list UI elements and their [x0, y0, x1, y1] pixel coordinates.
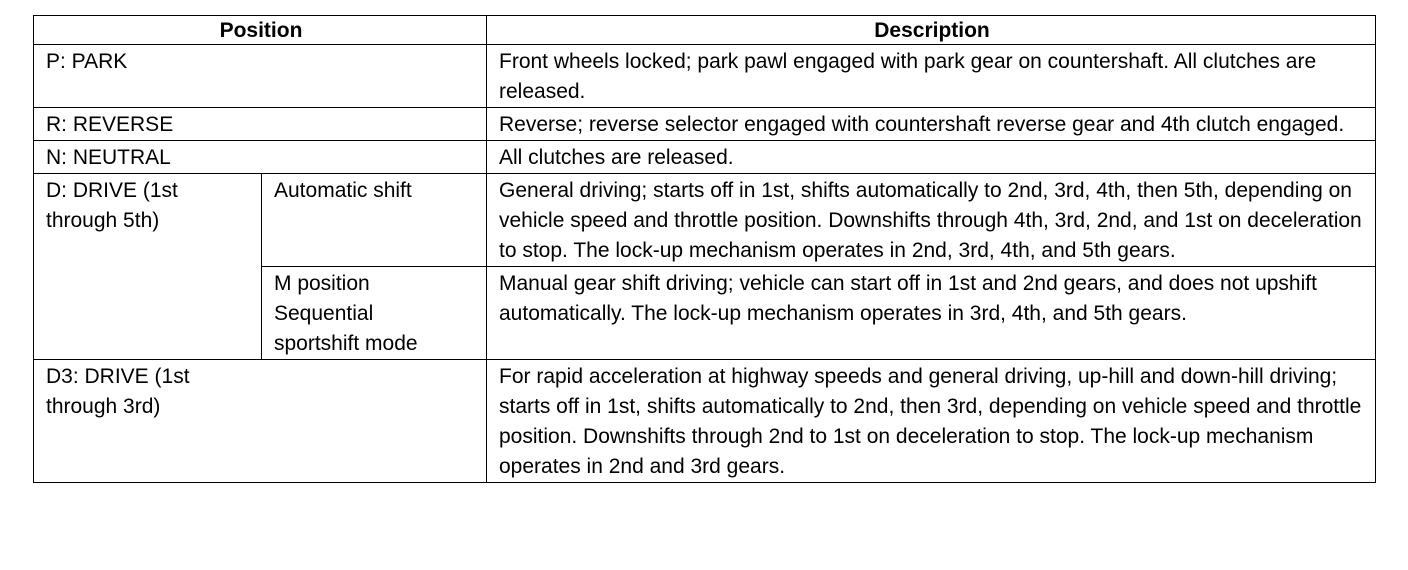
table-row: [34, 141, 1376, 174]
description-cell: General driving; starts off in 1st, shifts automatically to 2nd, 3rd, 4th, then 5th, depending on vehicle speed and throttle position. Downshifts through 4th, 3rd, 2nd, and 1st on deceleration to stop. The lock-up mechanism operates in 2nd, 3rd, 4th, and 5th gears.: [487, 174, 1376, 267]
position-cell: D: DRIVE (1st through 5th): [34, 174, 262, 360]
mode-cell: M position Sequential sportshift mode: [262, 267, 487, 360]
position-cell: P: PARK: [34, 45, 487, 108]
position-cell: R: REVERSE: [34, 108, 487, 141]
mode-cell: Automatic shift: [262, 174, 487, 267]
table-row: [34, 108, 1376, 141]
description-cell: Reverse; reverse selector engaged with countershaft reverse gear and 4th clutch engaged.: [487, 108, 1376, 141]
header-position: Position: [34, 16, 487, 45]
description-cell: All clutches are released.: [487, 141, 1376, 174]
position-cell: N: NEUTRAL: [34, 141, 487, 174]
description-cell: For rapid acceleration at highway speeds and general driving, up-hill and down-hill driving; starts off in 1st, shifts automatically to 2nd, then 3rd, depending on vehicle speed and throttle position. Downshifts through 2nd to 1st on deceleration to stop. The lock-up mechanism operates in 2nd and 3rd gears.: [487, 360, 1376, 483]
table-header-row: [34, 16, 1376, 45]
shift-position-table: [33, 15, 1376, 483]
table-row: [34, 45, 1376, 108]
position-cell: D3: DRIVE (1st through 3rd): [34, 360, 487, 483]
description-cell: Manual gear shift driving; vehicle can start off in 1st and 2nd gears, and does not upshift automatically. The lock-up mechanism operates in 3rd, 4th, and 5th gears.: [487, 267, 1376, 360]
description-cell: Front wheels locked; park pawl engaged with park gear on countershaft. All clutches are released.: [487, 45, 1376, 108]
header-description: Description: [487, 16, 1376, 45]
table-row: [34, 174, 1376, 267]
table-row: [34, 360, 1376, 483]
